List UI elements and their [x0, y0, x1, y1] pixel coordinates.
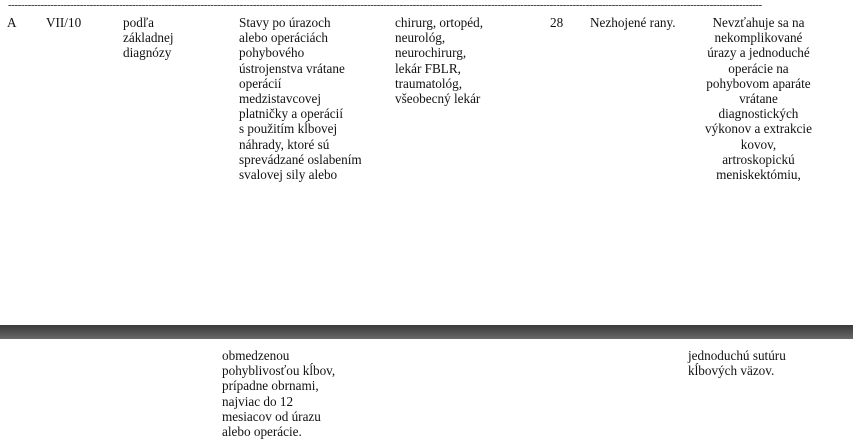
exclusion-line: úrazy a jednoduché	[707, 45, 810, 61]
condition-line: pohybového	[239, 45, 305, 61]
basis-line: diagnózy	[123, 45, 172, 61]
exclusion-cell	[705, 15, 812, 182]
condition-line: obmedzenou	[222, 348, 290, 363]
specialist-line: neurológ,	[395, 30, 446, 46]
basis-line: podľa	[123, 15, 154, 30]
specialist-line: neurochirurg,	[395, 45, 467, 61]
condition-line: mesiacov od úrazu	[222, 408, 321, 424]
exclusion-line: artroskopickú	[722, 151, 795, 167]
exclusion-line: operácie na	[728, 60, 789, 76]
condition-line: pohyblivosťou kĺbov,	[222, 363, 336, 379]
exclusion-line: Nevzťahuje sa na	[712, 15, 805, 30]
basis-cell	[123, 15, 174, 61]
condition-cell	[239, 15, 362, 182]
condition-line: Stavy po úrazoch	[239, 15, 331, 30]
exclusion-line: vrátane	[739, 91, 778, 107]
exclusion-line: kovov,	[740, 136, 777, 152]
basis-line: základnej	[123, 30, 174, 46]
condition-line: s použitím kĺbovej	[239, 121, 338, 137]
condition-line: operácií	[239, 75, 282, 91]
exclusion-line: diagnostických	[718, 106, 799, 122]
condition-line: prípadne obrnami,	[222, 378, 319, 394]
condition-line: alebo operácie.	[222, 424, 302, 440]
condition-continuation-cell	[222, 348, 335, 439]
specialist-line: chirurg, ortopéd,	[395, 15, 484, 30]
exclusion-line: výkonov a extrakcie	[705, 121, 812, 137]
code-cell: VII/10	[46, 15, 82, 30]
exclusion-line: kĺbových väzov.	[688, 363, 775, 379]
specialists-cell	[395, 15, 483, 106]
exclusion-line: pohybovom aparáte	[706, 75, 811, 91]
page-break-bar	[0, 325, 853, 339]
category-cell: A	[7, 15, 17, 30]
specialist-line: všeobecný lekár	[395, 91, 481, 107]
condition-line: ústrojenstva vrátane	[239, 60, 345, 76]
dashed-separator: ---------------------------------------------------------------------------------------------------------------------------------------------------------------------------------------------------------------------------------------	[8, 2, 762, 8]
specialist-line: lekár FBLR,	[395, 60, 461, 76]
exclusion-continuation-cell	[688, 348, 786, 378]
condition-line: svalovej sily alebo	[239, 167, 338, 183]
exclusion-line: nekomplikované	[714, 30, 803, 46]
contraindication-cell: Nezhojené rany.	[590, 15, 676, 30]
exclusion-line: jednoduchú sutúru	[688, 348, 786, 363]
condition-line: platničky a operácií	[239, 106, 343, 122]
specialist-line: traumatológ,	[395, 75, 463, 91]
condition-line: sprevádzané oslabením	[239, 151, 362, 167]
condition-line: medzistavcovej	[239, 91, 322, 107]
condition-line: alebo operáciách	[239, 30, 328, 46]
condition-line: náhrady, ktoré sú	[239, 136, 330, 152]
condition-line: najviac do 12	[222, 393, 294, 409]
exclusion-line: meniskektómiu,	[716, 167, 801, 183]
days-cell: 28	[550, 15, 564, 30]
